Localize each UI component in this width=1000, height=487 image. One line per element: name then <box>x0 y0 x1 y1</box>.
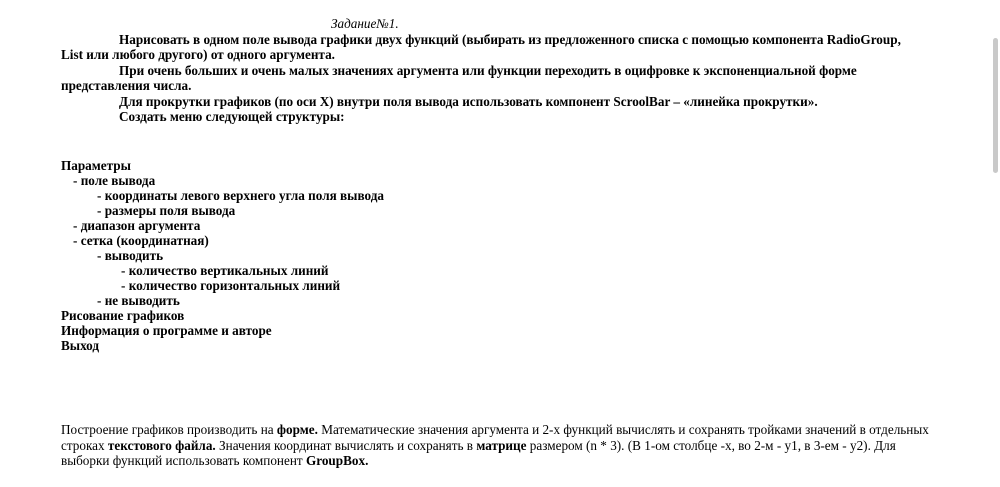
footer-bold-groupbox: GroupBox. <box>305 453 369 468</box>
footer-bold-text-file: текстового файла. <box>107 437 216 453</box>
task-paragraph-2-line-2: представления числа. <box>61 78 192 93</box>
task-paragraph-1-line-2: List или любого другого) от одного аргумента. <box>61 47 335 62</box>
task-title: Задание№1. <box>331 16 399 31</box>
menu-item-output-field: - поле вывода <box>73 173 156 188</box>
menu-item-field-size: - размеры поля вывода <box>97 203 236 218</box>
menu-item-hide: - не выводить <box>97 293 180 308</box>
menu-item-horizontal-lines: - количество горизонтальных линий <box>121 278 341 293</box>
menu-item-argument-range: - диапазон аргумента <box>73 218 201 233</box>
menu-item-grid: - сетка (координатная) <box>73 233 209 248</box>
footer-paragraph <box>61 422 941 469</box>
task-paragraph-1-line-1: Нарисовать в одном поле вывода графики двух функций (выбирать из предложенного списка с помощью компонента RadioGroup, <box>119 32 901 47</box>
vertical-scrollbar[interactable] <box>993 38 998 173</box>
menu-item-about: Информация о программе и авторе <box>61 323 272 338</box>
footer-text-2: Математические значения аргумента и 2-х функций вычислять и сохранять тройками значений в отдельных строках <box>61 422 929 453</box>
task-paragraph-4: Создать меню следующей структуры: <box>119 109 345 124</box>
footer-text-1: Построение графиков производить на <box>61 422 277 437</box>
footer-bold-form: форме. <box>276 422 318 437</box>
menu-item-exit: Выход <box>61 338 100 353</box>
menu-item-parameters: Параметры <box>61 158 131 173</box>
task-paragraph-3: Для прокрутки графиков (по оси X) внутри поля вывода использовать компонент ScroolBar – «линейка прокрутки». <box>119 94 818 109</box>
menu-item-vertical-lines: - количество вертикальных линий <box>121 263 329 278</box>
menu-item-top-left-coords: - координаты левого верхнего угла поля вывода <box>97 188 384 203</box>
menu-item-draw-graphs: Рисование графиков <box>61 308 185 323</box>
footer-bold-matrix: матрице <box>476 437 527 453</box>
footer-text-3: Значения координат вычислять и сохранять в <box>215 437 477 453</box>
menu-item-show: - выводить <box>97 248 164 263</box>
task-paragraph-2-line-1: При очень больших и очень малых значениях аргумента или функции переходить в оцифровке к экспоненциальной форме <box>119 63 857 78</box>
footer-text-4: размером (n * 3). (В 1-ом столбце -х, во 2-м - у1, в 3-ем - у2). Для выборки функций использовать компонент <box>61 437 896 468</box>
